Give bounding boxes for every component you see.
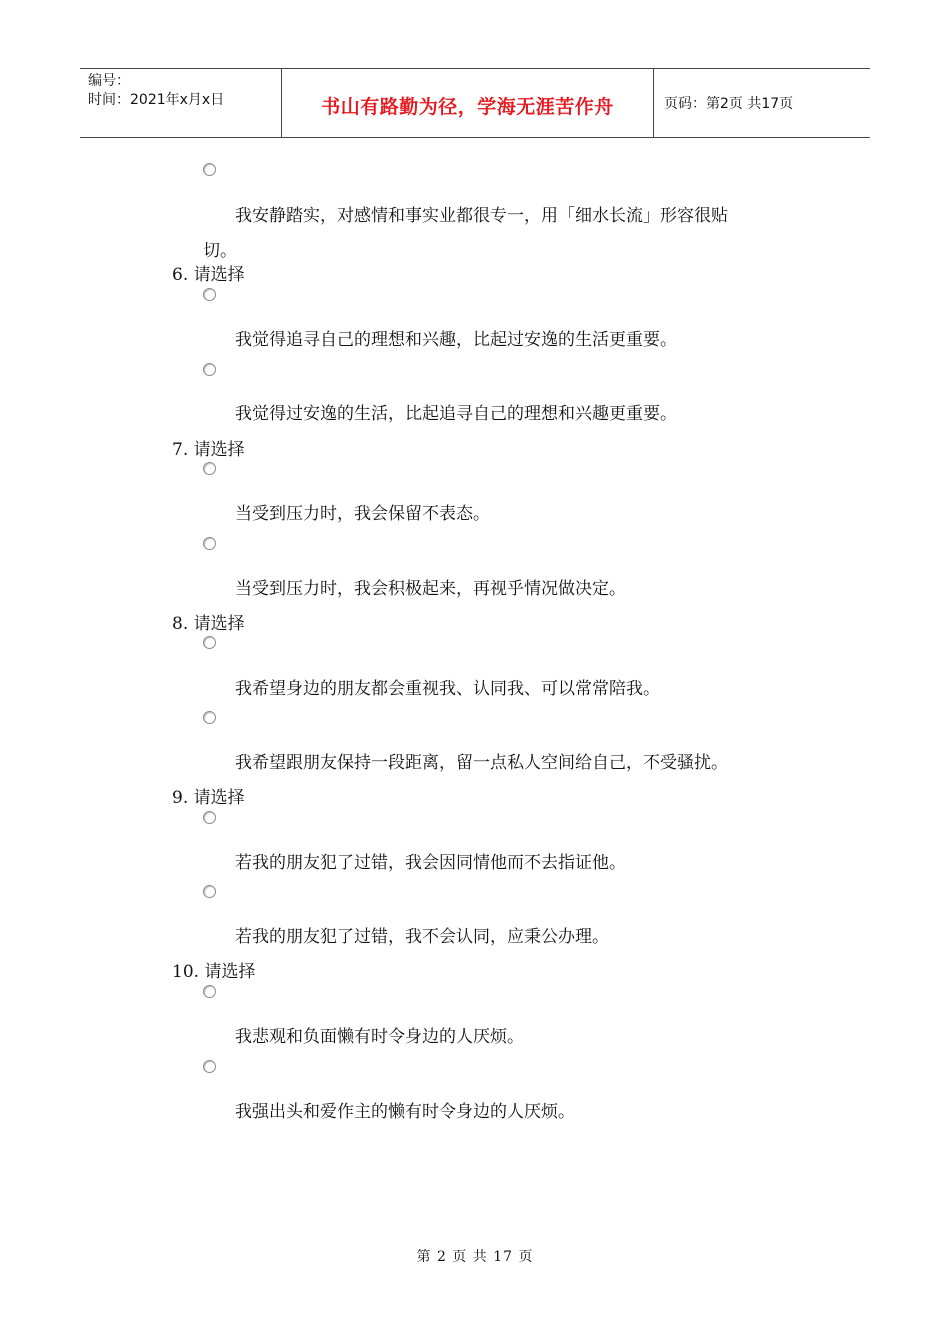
header-meta (80, 69, 281, 137)
option-text: 我悲观和负面懒有时令身边的人厌烦。 (235, 1027, 524, 1047)
question-label: 7. 请选择 (172, 440, 245, 460)
option-text: 若我的朋友犯了过错，我会因同情他而不去指证他。 (235, 853, 626, 873)
radio-option[interactable] (203, 288, 216, 301)
header-motto-cell (281, 69, 654, 137)
option-text: 我觉得过安逸的生活，比起追寻自己的理想和兴趣更重要。 (235, 404, 677, 424)
question-label: 8. 请选择 (172, 614, 245, 634)
option-text: 若我的朋友犯了过错，我不会认同，应秉公办理。 (235, 927, 609, 947)
motto-text: 书山有路勤为径，学海无涯苦作舟 (321, 95, 614, 118)
question-label: 10. 请选择 (172, 962, 256, 982)
question-label: 9. 请选择 (172, 788, 245, 808)
radio-option[interactable] (203, 537, 216, 550)
option-text: 我希望身边的朋友都会重视我、认同我、可以常常陪我。 (235, 679, 660, 699)
option-text: 当受到压力时，我会积极起来，再视乎情况做决定。 (235, 579, 626, 599)
question-label: 6. 请选择 (172, 265, 245, 285)
option-text: 我希望跟朋友保持一段距离，留一点私人空间给自己，不受骚扰。 (235, 753, 728, 773)
option-text-line: 我安静踏实，对感情和事实业都很专一，用「细水长流」形容很贴 (235, 206, 728, 226)
footer-page-number: 第 2 页 共 17 页 (416, 1249, 534, 1265)
radio-option[interactable] (203, 636, 216, 649)
option-text: 当受到压力时，我会保留不表态。 (235, 504, 490, 524)
header-page-cell (654, 69, 870, 137)
radio-option[interactable] (203, 885, 216, 898)
radio-option-intro[interactable] (203, 163, 216, 176)
radio-option[interactable] (203, 1060, 216, 1073)
page-header (80, 68, 870, 138)
number-label: 编号： (88, 73, 130, 89)
page-info: 页码：第2页 共17页 (664, 96, 794, 112)
radio-option[interactable] (203, 711, 216, 724)
option-text: 我强出头和爱作主的懒有时令身边的人厌烦。 (235, 1102, 575, 1122)
page-footer (0, 1246, 950, 1266)
option-text-line: 切。 (203, 241, 237, 261)
radio-option[interactable] (203, 462, 216, 475)
radio-option[interactable] (203, 363, 216, 376)
radio-option[interactable] (203, 985, 216, 998)
time-label: 时间：2021年x月x日 (88, 92, 225, 108)
option-text: 我觉得追寻自己的理想和兴趣，比起过安逸的生活更重要。 (235, 330, 677, 350)
radio-option[interactable] (203, 811, 216, 824)
